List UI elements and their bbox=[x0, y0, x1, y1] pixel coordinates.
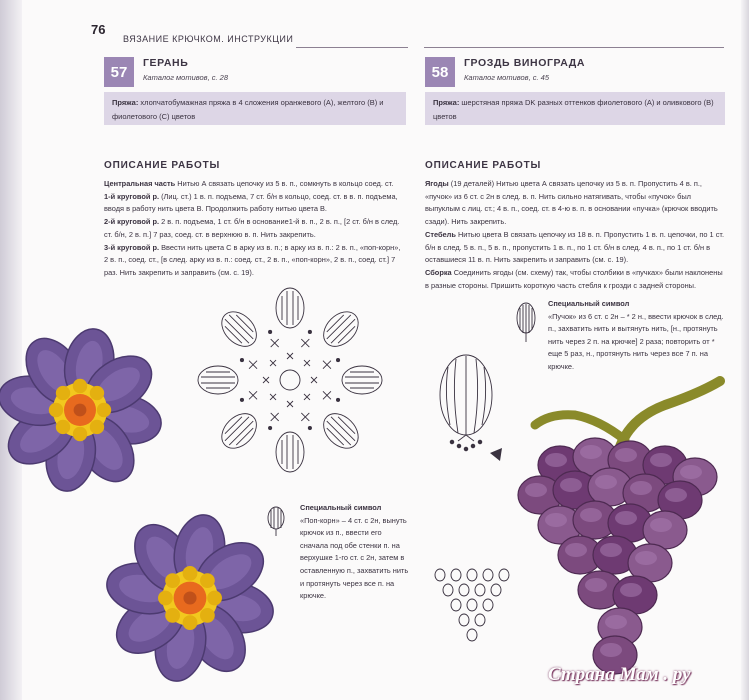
instructions-text bbox=[425, 178, 725, 292]
paragraph-text: 2 в. п. подъема, 1 ст. б/н в основание1-й в. п., 2 в. п., [2 ст. б/н в след. ст. б/н, 2 в. п.] 7 раз, соед. ст. в верхнюю в. п. Нить закрепить. bbox=[104, 217, 400, 239]
yarn-text: хлопчатобумажная пряжа в 4 сложения оранжевого (А), желтого (В) и фиолетового (С) цветов bbox=[112, 98, 384, 121]
special-symbol-title: Специальный символ bbox=[300, 503, 382, 512]
pattern-number-badge: 57 bbox=[104, 57, 134, 87]
yarn-label: Пряжа: bbox=[433, 98, 460, 107]
paragraph-text: (19 деталей) Нитью цвета А связать цепочку из 5 в. п. Пропустить 4 в. п., «пучок» из 6 ст. с 2н в след. в. п. Нить сильно натягивать, чтобы «пучок» был выпуклым с лиц. ст.; 4 в. п., соед. ст. в 4-ю в. п. в основании «пучка» (крючок вводить сзади). Нить закрепить. bbox=[425, 179, 718, 227]
yarn-box bbox=[425, 92, 725, 125]
cluster-symbol-icon bbox=[512, 300, 540, 344]
special-symbol-block bbox=[300, 502, 410, 603]
pattern-title: ГРОЗДЬ ВИНОГРАДА bbox=[464, 57, 586, 69]
instruction-paragraph bbox=[425, 178, 725, 229]
geranium-crochet-flower-photo-2 bbox=[90, 500, 280, 690]
page-number: 76 bbox=[91, 22, 106, 37]
paragraph-label: 1-й круговой р. bbox=[104, 191, 160, 201]
paragraph-label: Сборка bbox=[425, 267, 452, 277]
catalog-reference: Каталог мотивов, с. 28 bbox=[143, 73, 229, 82]
pattern-title: ГЕРАНЬ bbox=[143, 57, 189, 69]
instruction-paragraph bbox=[104, 242, 406, 280]
instruction-paragraph bbox=[104, 178, 406, 191]
yarn-label: Пряжа: bbox=[112, 98, 139, 107]
instruction-paragraph bbox=[104, 216, 406, 241]
special-symbol-title: Специальный символ bbox=[548, 299, 630, 308]
instructions-text bbox=[104, 178, 406, 280]
paragraph-label: Ягоды bbox=[425, 179, 449, 188]
paragraph-text: Соединить ягоды (см. схему) так, чтобы столбики в «пучках» были наклонены в разные стороны. Пришить короткую часть стебля к грозди с задней стороны. bbox=[425, 267, 723, 290]
paragraph-label: 3-й круговой р. bbox=[104, 242, 160, 252]
yarn-box bbox=[104, 92, 406, 125]
section-heading: ОПИСАНИЕ РАБОТЫ bbox=[104, 160, 221, 171]
header-rule-right bbox=[424, 47, 724, 48]
watermark: Страна Мам . ру bbox=[548, 664, 691, 685]
yarn-text: шерстяная пряжа DK разных оттенков фиолетового (А) и оливкового (В) цветов bbox=[433, 98, 714, 121]
special-symbol-text: «Поп-корн» – 4 ст. с 2н, вынуть крючок из п., ввести его сначала под обе стенки п. на верхушке 1-го ст. с 2н, затем в оставленную п., захватить нить и протянуть через все п. на крючке. bbox=[300, 515, 409, 601]
header-rule-left bbox=[296, 47, 408, 48]
grape-cluster-crochet-photo bbox=[505, 365, 745, 700]
geranium-crochet-flower-photo bbox=[0, 318, 170, 508]
instruction-paragraph bbox=[425, 229, 725, 267]
paragraph-text: (Лиц. ст.) 1 в. п. подъема, 7 ст. б/н в кольцо, соед. ст. в в. п. подъема, вводя в работу нить цвета В. Продолжить работу нитью цвета В. bbox=[104, 191, 398, 214]
section-heading: ОПИСАНИЕ РАБОТЫ bbox=[425, 160, 542, 171]
grape-berry-chart-diagram bbox=[428, 345, 508, 465]
paragraph-label: 2-й круговой р. bbox=[104, 217, 160, 227]
instruction-paragraph bbox=[104, 191, 406, 216]
pattern-number-badge: 58 bbox=[425, 57, 455, 87]
special-symbol-text: «Пучок» из 6 ст. с 2н – * 2 н., ввести крючок в след. п., захватить нить и вытянуть нить, [н., протянуть нить через 2 п. на крючке] 2 раза; повторить от * еще 5 раз, н., протянуть нить через все 7 п. на крючке. bbox=[548, 311, 724, 371]
geranium-chart-diagram bbox=[190, 280, 390, 490]
catalog-reference: Каталог мотивов, с. 45 bbox=[464, 73, 550, 82]
special-symbol-block bbox=[548, 298, 726, 374]
instruction-paragraph bbox=[425, 267, 725, 292]
paragraph-text: Нитью А связать цепочку из 5 в. п., сомкнуть в кольцо соед. ст. bbox=[175, 179, 394, 188]
running-title: ВЯЗАНИЕ КРЮЧКОМ. ИНСТРУКЦИИ bbox=[123, 34, 294, 44]
paragraph-text: Ввести нить цвета С в арку из в. п.; в арку из в. п.: 2 в. п., «поп-корн», 2 в. п., соед. ст., [в след. арку из в. п.: соед. ст., 2 в. п., «поп-корн», 2 в. п., соед. ст.] 7 раз. Нить закрепить и заправить (см. с. 19). bbox=[104, 242, 401, 277]
paragraph-label: Стебель bbox=[425, 229, 456, 239]
paragraph-label: Центральная часть bbox=[104, 179, 176, 188]
paragraph-text: Нитью цвета В связать цепочку из 18 в. п. Пропустить 1 в. п. цепочки, по 1 ст. б/н в след. 5 в. п., 5 в. п., пропустить 1 в. п., по 1 ст. б/н в след. 4 в. п., по 1 ст. б/н в оставшиеся 11 в. п. Нить закрепить и заправить (см. с. 19). bbox=[425, 229, 725, 265]
